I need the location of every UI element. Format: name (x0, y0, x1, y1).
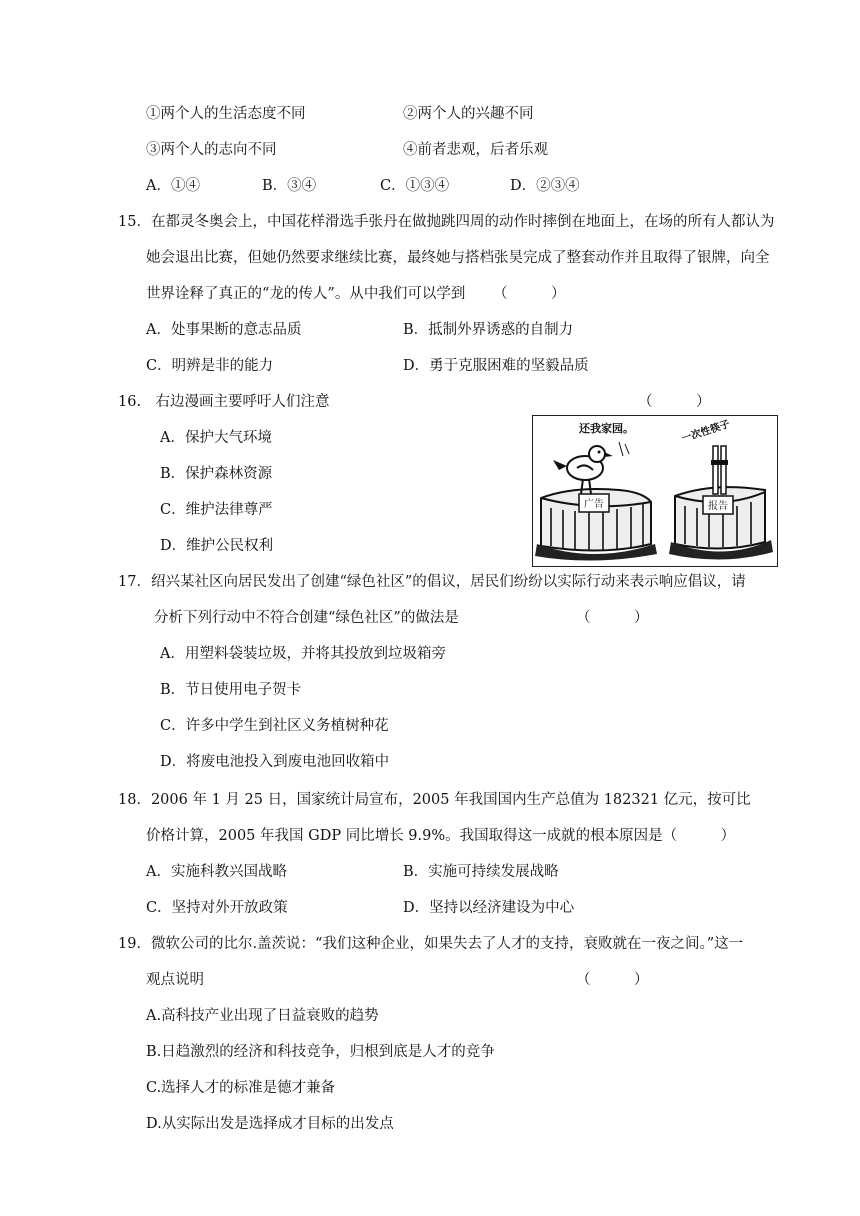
q14-statement-2: ②两个人的兴趣不同 (403, 106, 534, 122)
right-sign-text: 一次性筷子 (680, 418, 732, 445)
left-board-text: 广告 (584, 499, 604, 510)
q16-option-b: B．保护森林资源 (160, 466, 273, 482)
q14-option-b: B．③④ (262, 178, 317, 194)
q18-option-b: B．实施可持续发展战略 (403, 864, 559, 880)
q17-stem-line1: 17．绍兴某社区向居民发出了创建“绿色社区”的倡议，居民们纷纷以实际行动来表示响应倡议，请 (118, 574, 746, 590)
q18-option-d: D．坚持以经济建设为中心 (403, 900, 575, 916)
q17-stem-line2: 分析下列行动中不符合创建“绿色社区”的做法是 (154, 610, 459, 626)
q17-option-a: A．用塑料袋装垃圾，并将其投放到垃圾箱旁 (160, 646, 446, 662)
q15-stem-line2: 她会退出比赛，但她仍然要求继续比赛，最终她与搭档张昊完成了整套动作并且取得了银牌，向全 (146, 250, 770, 266)
q15-stem-line1: 15．在都灵冬奥会上，中国花样滑选手张丹在做抛跳四周的动作时摔倒在地面上，在场的所有人都认为 (118, 214, 775, 230)
q17-option-c: C．许多中学生到社区义务植树种花 (160, 718, 389, 734)
q19-option-a: A.高科技产业出现了日益衰败的趋势 (146, 1008, 379, 1024)
q19-option-b: B.日趋激烈的经济和科技竞争，归根到底是人才的竞争 (146, 1044, 495, 1060)
q15-stem-line3: 世界诠释了真正的“龙的传人”。从中我们可以学到 (146, 286, 466, 302)
q16-stem: 16. 右边漫画主要呼吁人们注意 (118, 394, 330, 410)
q17-answer-paren: （ ） (576, 610, 649, 626)
q15-option-a: A．处事果断的意志品质 (146, 322, 302, 338)
q19-option-c: C.选择人才的标准是德才兼备 (146, 1080, 336, 1096)
cartoon-illustration (533, 416, 777, 566)
q15-answer-paren: （ ） (493, 286, 566, 302)
q16-answer-paren: （ ） (638, 394, 711, 410)
q15-option-d: D．勇于克服困难的坚毅品质 (403, 358, 589, 374)
q14-option-a: A．①④ (146, 178, 200, 194)
q18-stem-line2: 价格计算，2005 年我国 GDP 同比增长 9.9%。我国取得这一成就的根本原因是（ ） (146, 828, 736, 844)
q14-statement-1: ①两个人的生活态度不同 (146, 106, 306, 122)
q19-option-d: D.从实际出发是选择成才目标的出发点 (146, 1116, 394, 1132)
bird-figure (553, 446, 613, 494)
q19-stem-line2: 观点说明 (146, 972, 204, 988)
q16-option-a: A．保护大气环境 (160, 430, 272, 446)
q14-option-d: D．②③④ (510, 178, 580, 194)
q14-option-c: C．①③④ (380, 178, 450, 194)
q16-cartoon-image (532, 415, 778, 567)
q18-stem-line1: 18．2006 年 1 月 25 日，国家统计局宣布，2005 年我国国内生产总值为 182321 亿元，按可比 (118, 792, 751, 808)
q18-option-a: A．实施科教兴国战略 (146, 864, 287, 880)
q16-option-d: D．维护公民权利 (160, 538, 274, 554)
q17-option-b: B．节日使用电子贺卡 (160, 682, 302, 698)
q15-option-b: B．抵制外界诱惑的自制力 (403, 322, 574, 338)
q17-option-d: D．将废电池投入到废电池回收箱中 (160, 754, 390, 770)
q16-option-c: C．维护法律尊严 (160, 502, 273, 518)
q14-statement-4: ④前者悲观，后者乐观 (403, 142, 548, 158)
q14-statement-3: ③两个人的志向不同 (146, 142, 277, 158)
right-board-text: 报告 (708, 501, 728, 512)
q15-option-c: C．明辨是非的能力 (146, 358, 274, 374)
q19-stem-line1: 19．微软公司的比尔.盖茨说：“我们这种企业，如果失去了人才的支持，衰败就在一夜之间。”这一 (118, 936, 744, 952)
q18-option-c: C．坚持对外开放政策 (146, 900, 288, 916)
left-speech-text: 还我家园。 (579, 422, 634, 435)
q19-answer-paren: （ ） (576, 972, 649, 988)
